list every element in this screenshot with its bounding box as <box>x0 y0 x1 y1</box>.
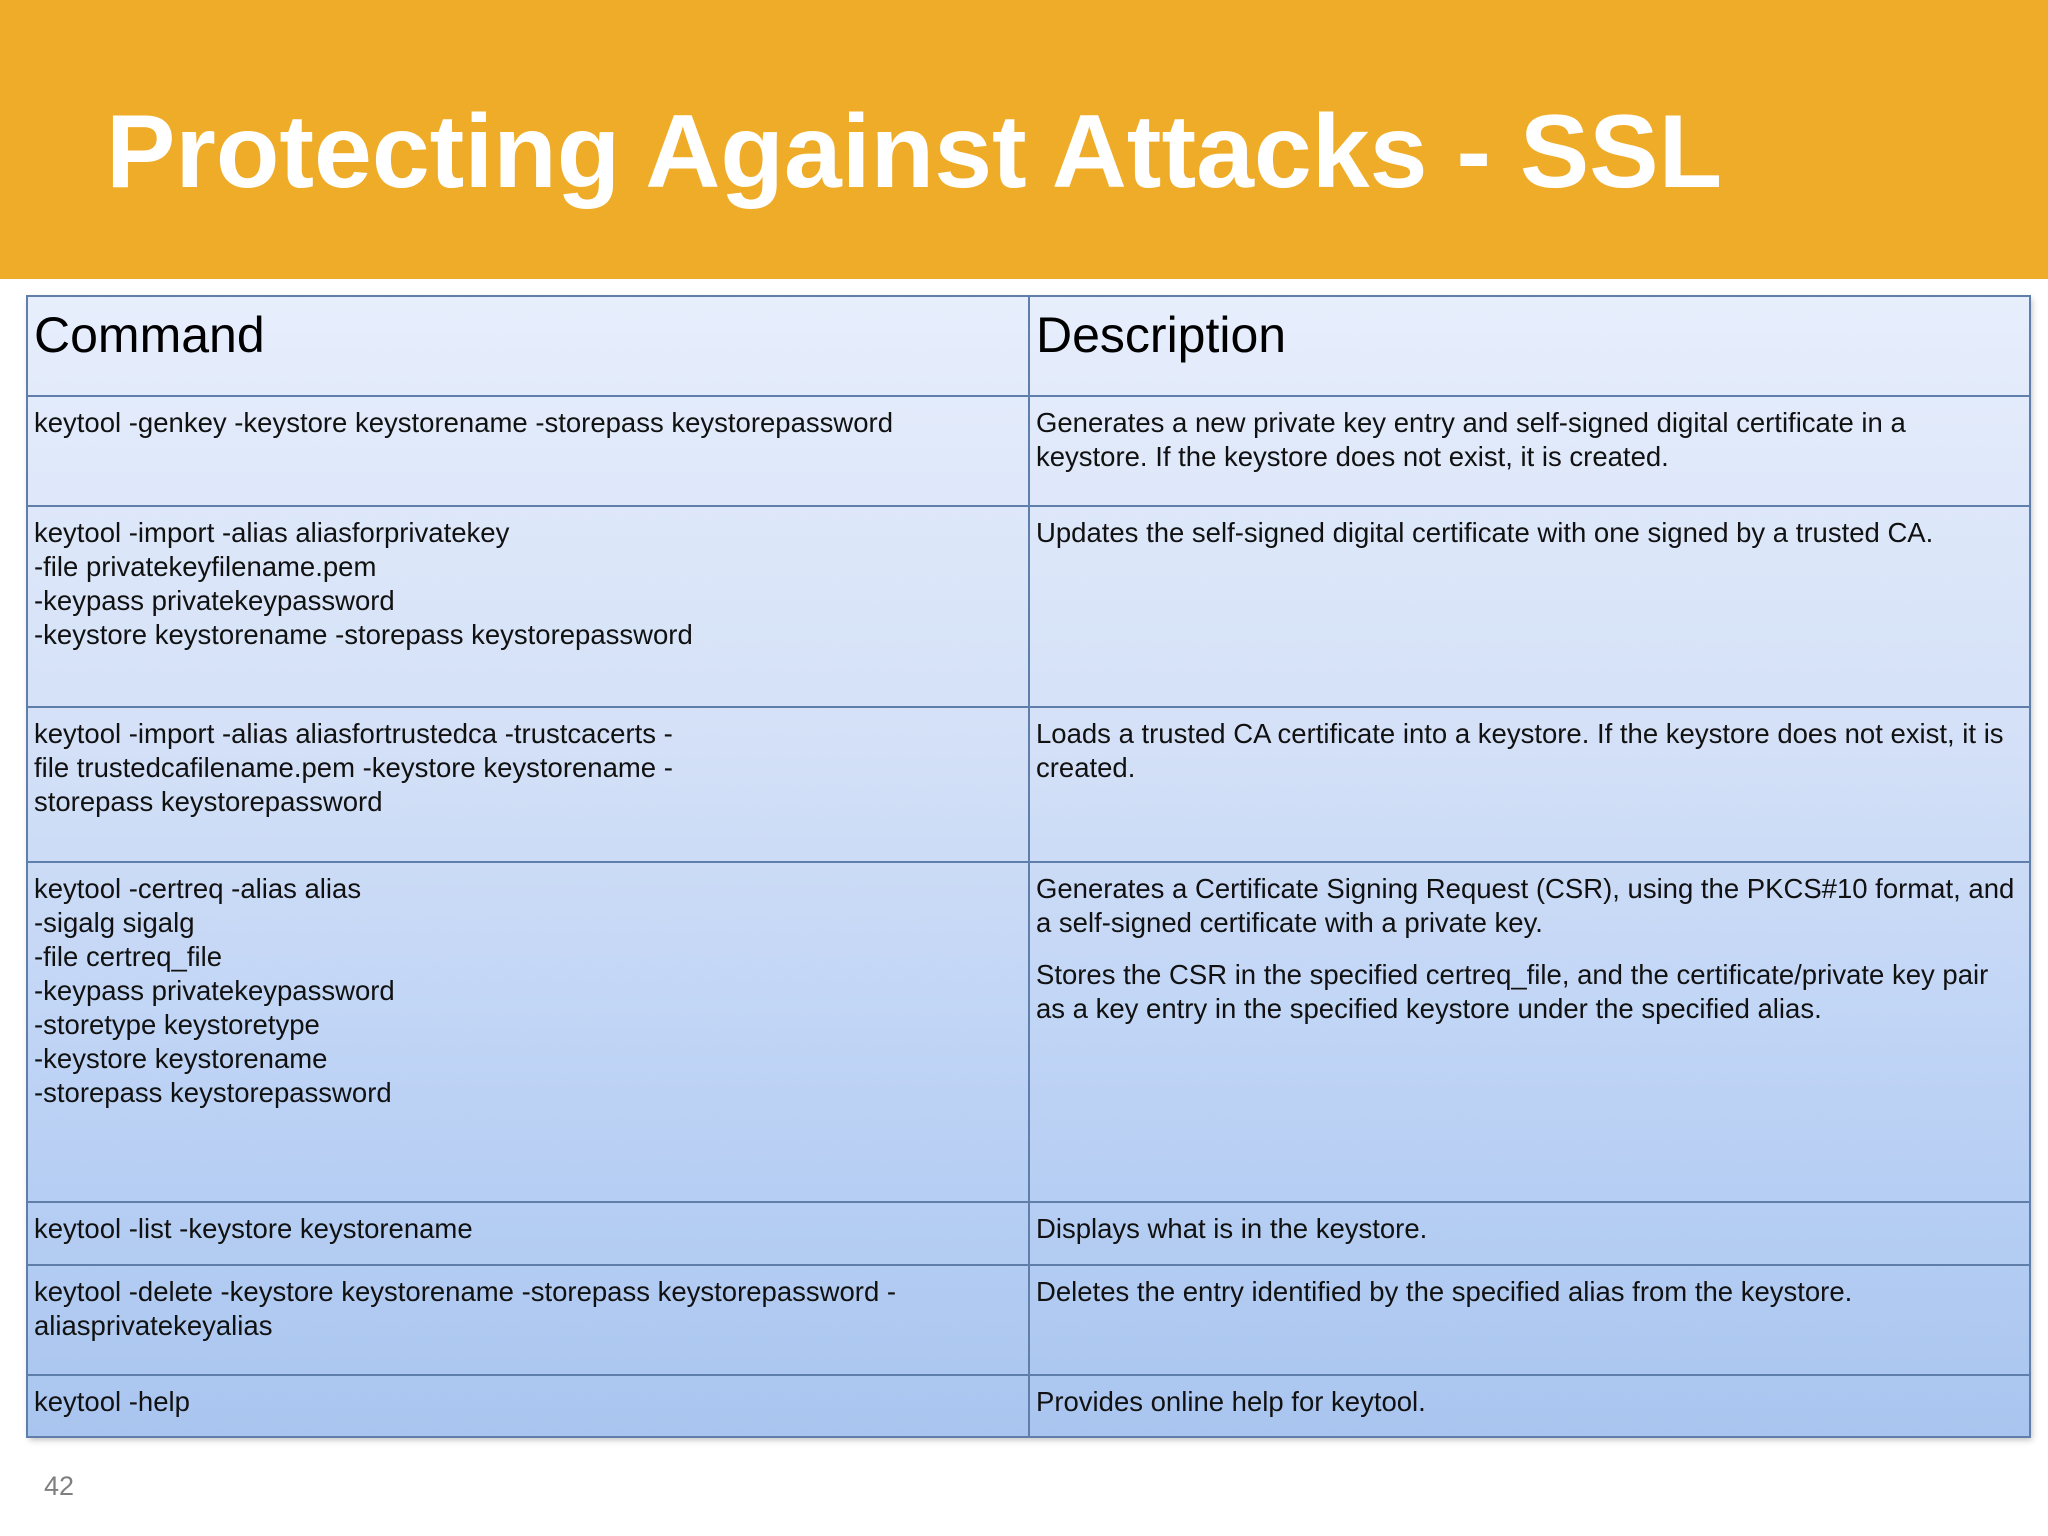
description-cell <box>1029 506 2030 707</box>
table-row <box>27 1202 2030 1265</box>
description-text: Stores the CSR in the specified certreq_file, and the certificate/private key pair as a key entry in the specified keystore under the specified alias. <box>1036 959 1989 1024</box>
command-line: keytool -help <box>34 1386 190 1417</box>
description-cell <box>1029 707 2030 862</box>
command-line: -sigalg sigalg <box>34 907 195 938</box>
command-line: -keypass privatekeypassword <box>34 975 395 1006</box>
description-cell <box>1029 1265 2030 1375</box>
command-line: -storepass keystorepassword <box>34 1077 392 1108</box>
table-row <box>27 707 2030 862</box>
table-row <box>27 1265 2030 1375</box>
command-line: storepass keystorepassword <box>34 786 383 817</box>
command-line: keytool -delete -keystore keystorename -storepass keystorepassword - <box>34 1276 897 1307</box>
command-line: keytool -certreq -alias alias <box>34 873 362 904</box>
command-line: keytool -genkey -keystore keystorename -storepass keystorepassword <box>34 407 893 438</box>
command-line: keytool -list -keystore keystorename <box>34 1213 473 1244</box>
description-text: Generates a new private key entry and self-signed digital certificate in a keystore. If the keystore does not exist, it is created. <box>1036 407 1906 472</box>
command-cell <box>27 862 1029 1202</box>
command-line: keytool -import -alias aliasfortrustedca -trustcacerts - <box>34 718 673 749</box>
title-bar <box>0 0 2048 279</box>
description-text: Loads a trusted CA certificate into a keystore. If the keystore does not exist, it is created. <box>1036 718 2004 783</box>
header-command: Command <box>27 296 1029 396</box>
header-description: Description <box>1029 296 2030 396</box>
table-header-row <box>27 296 2030 396</box>
description-cell <box>1029 396 2030 506</box>
description-cell <box>1029 1375 2030 1437</box>
table-row <box>27 506 2030 707</box>
description-text: Deletes the entry identified by the specified alias from the keystore. <box>1036 1276 1853 1307</box>
command-line: file trustedcafilename.pem -keystore keystorename - <box>34 752 673 783</box>
command-line: -keypass privatekeypassword <box>34 585 395 616</box>
description-cell <box>1029 1202 2030 1265</box>
command-line: -file certreq_file <box>34 941 222 972</box>
command-table <box>26 295 2031 1438</box>
description-cell <box>1029 862 2030 1202</box>
command-cell <box>27 506 1029 707</box>
description-text: Displays what is in the keystore. <box>1036 1213 1428 1244</box>
command-line: -storetype keystoretype <box>34 1009 320 1040</box>
command-table-container <box>26 295 2029 1436</box>
command-line: aliasprivatekeyalias <box>34 1310 273 1341</box>
table-row <box>27 1375 2030 1437</box>
table-row <box>27 862 2030 1202</box>
command-cell <box>27 1202 1029 1265</box>
command-cell <box>27 707 1029 862</box>
table-row <box>27 396 2030 506</box>
command-line: -file privatekeyfilename.pem <box>34 551 377 582</box>
command-line: -keystore keystorename <box>34 1043 328 1074</box>
description-text: Updates the self-signed digital certificate with one signed by a trusted CA. <box>1036 517 1934 548</box>
page-number: 42 <box>44 1471 75 1501</box>
command-cell <box>27 1265 1029 1375</box>
slide-title: Protecting Against Attacks - SSL <box>106 94 1723 210</box>
command-cell <box>27 396 1029 506</box>
command-cell <box>27 1375 1029 1437</box>
command-line: -keystore keystorename -storepass keystorepassword <box>34 619 693 650</box>
command-line: keytool -import -alias aliasforprivatekey <box>34 517 510 548</box>
description-text: Provides online help for keytool. <box>1036 1386 1426 1417</box>
description-text: Generates a Certificate Signing Request (CSR), using the PKCS#10 format, and a self-signed certificate with a private key. <box>1036 873 2015 938</box>
